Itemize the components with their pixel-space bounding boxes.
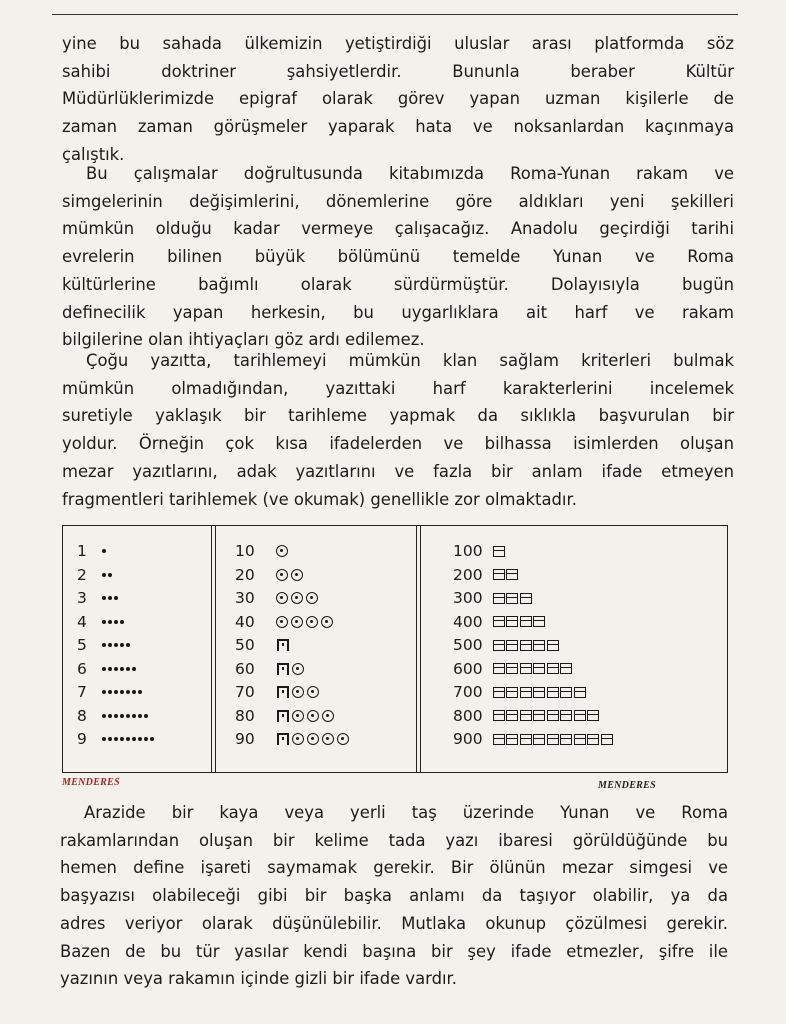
hundreds-row — [453, 611, 545, 633]
hundred-mark — [493, 569, 505, 580]
numeral-label: 30 — [235, 589, 255, 607]
dot-mark — [126, 690, 130, 694]
hundred-mark — [547, 663, 559, 674]
dot-mark — [138, 714, 142, 718]
dot-mark — [138, 690, 142, 694]
dot-mark — [102, 667, 106, 671]
ten-mark — [292, 733, 304, 745]
tens-row — [235, 634, 289, 656]
dot-mark — [132, 714, 136, 718]
dot-mark — [126, 714, 130, 718]
hundred-mark — [493, 640, 505, 651]
numeral-label: 70 — [235, 683, 255, 701]
text-line: definecilik yapan herkesin, bu uygarlıklara ait harf ve rakam — [62, 302, 734, 322]
hundreds-row — [453, 634, 559, 656]
numeral-label: 50 — [235, 636, 255, 654]
dot-mark — [126, 643, 130, 647]
ten-mark — [322, 733, 334, 745]
dot-symbol — [101, 620, 125, 624]
hundreds-row — [453, 540, 505, 562]
ten-mark — [292, 663, 304, 675]
tens-symbol — [273, 545, 288, 557]
hundreds-symbol — [491, 710, 599, 721]
numeral-label: 4 — [77, 612, 87, 631]
hundreds-row — [453, 564, 518, 586]
hundred-mark — [506, 734, 518, 745]
hundred-mark — [533, 687, 545, 698]
hundred-mark — [587, 710, 599, 721]
hundred-mark — [574, 687, 586, 698]
dot-mark — [102, 643, 106, 647]
dot-mark — [132, 737, 136, 741]
dot-mark — [108, 714, 112, 718]
dot-mark — [108, 620, 112, 624]
numeral-label: 900 — [453, 730, 483, 748]
hundred-mark — [493, 616, 505, 627]
dot-symbol — [101, 549, 107, 553]
tens-row — [235, 658, 304, 680]
hundred-mark — [574, 710, 586, 721]
numeral-label: 40 — [235, 612, 255, 631]
hundred-mark — [574, 734, 586, 745]
column-divider — [420, 526, 421, 772]
hundred-mark — [547, 640, 559, 651]
dot-mark — [102, 596, 106, 600]
unit-row — [77, 681, 143, 703]
unit-row — [77, 705, 149, 727]
dot-mark — [126, 737, 130, 741]
dot-mark — [108, 643, 112, 647]
hundred-mark — [533, 616, 545, 627]
dot-mark — [120, 620, 124, 624]
dot-mark — [108, 737, 112, 741]
dot-mark — [114, 620, 118, 624]
numeral-label: 500 — [453, 636, 483, 654]
dot-mark — [114, 596, 118, 600]
hundred-mark — [533, 710, 545, 721]
dot-symbol — [101, 737, 155, 741]
ten-mark — [292, 686, 304, 698]
text-line: rakamlarından oluşan bir kelime tada yazı ibaresi görüldüğünde bu — [60, 830, 728, 850]
dot-symbol — [101, 714, 149, 718]
tens-symbol — [273, 686, 319, 698]
numeral-label: 300 — [453, 589, 483, 607]
ten-mark — [291, 569, 303, 581]
hundreds-symbol — [491, 593, 532, 604]
hundred-mark — [533, 734, 545, 745]
hundred-mark — [493, 734, 505, 745]
hundred-mark — [506, 663, 518, 674]
text-line: kültürlerine bağımlı olarak sürdürmüştür. Dolayısıyla bugün — [62, 274, 734, 294]
hundreds-row — [453, 587, 532, 609]
hundred-mark — [547, 734, 559, 745]
dot-mark — [108, 667, 112, 671]
fifty-mark — [277, 710, 289, 722]
hundred-mark — [547, 687, 559, 698]
unit-row — [77, 587, 119, 609]
dot-mark — [108, 596, 112, 600]
numeral-label: 6 — [77, 659, 87, 678]
hundred-mark — [493, 687, 505, 698]
dot-symbol — [101, 596, 119, 600]
numeral-label: 80 — [235, 706, 255, 725]
text-line: Arazide bir kaya veya yerli taş üzerinde Yunan ve Roma — [84, 803, 728, 822]
ten-mark — [321, 616, 333, 628]
text-line: mezar yazıtlarını, adak yazıtlarını ve fazla bir anlam ifade etmeyen — [62, 461, 734, 481]
hundred-mark — [506, 640, 518, 651]
hundred-mark — [520, 734, 532, 745]
hundred-mark — [520, 616, 532, 627]
hundreds-symbol — [491, 734, 613, 745]
numeral-label: 2 — [77, 565, 87, 584]
numeral-label: 60 — [235, 659, 255, 678]
ten-mark — [322, 710, 334, 722]
numeral-label: 1 — [77, 542, 87, 560]
text-line: fragmentleri tarihlemek (ve okumak) genellikle zor olmaktadır. — [62, 489, 577, 509]
dot-mark — [102, 690, 106, 694]
numeral-label: 800 — [453, 706, 483, 725]
ten-mark — [337, 733, 349, 745]
caption-left: MENDERES — [62, 777, 120, 788]
hundreds-row — [453, 658, 572, 680]
numeral-label: 3 — [77, 589, 87, 607]
ten-mark — [276, 569, 288, 581]
hundred-mark — [520, 593, 532, 604]
paragraph-1 — [62, 30, 734, 169]
tens-row — [235, 587, 318, 609]
unit-row — [77, 540, 107, 562]
hundreds-symbol — [491, 569, 518, 580]
dot-symbol — [101, 643, 131, 647]
dot-mark — [120, 690, 124, 694]
dot-mark — [120, 667, 124, 671]
tens-row — [235, 705, 334, 727]
ten-mark — [291, 616, 303, 628]
hundred-mark — [520, 710, 532, 721]
text-line: hemen define işareti saymamak gerekir. Bir ölünün mezar simgesi ve — [60, 858, 728, 878]
ten-mark — [306, 592, 318, 604]
dot-symbol — [101, 690, 143, 694]
hundred-mark — [560, 734, 572, 745]
dot-mark — [114, 667, 118, 671]
hundred-mark — [506, 687, 518, 698]
ten-mark — [307, 733, 319, 745]
dot-mark — [120, 737, 124, 741]
numeral-label: 100 — [453, 542, 483, 560]
text-line: başyazısı olabileceği gibi bir başka anlamı da taşıyor olabilir, ya da — [60, 886, 728, 906]
dot-mark — [114, 737, 118, 741]
hundred-mark — [587, 734, 599, 745]
hundreds-symbol — [491, 687, 586, 698]
ten-mark — [306, 616, 318, 628]
text-line: yine bu sahada ülkemizin yetiştirdiği uluslar arası platformda söz — [62, 34, 734, 53]
dot-mark — [102, 573, 106, 577]
paragraph-3 — [62, 347, 734, 513]
dot-mark — [120, 714, 124, 718]
top-rule — [52, 14, 738, 15]
text-line: mümkün olmadığından, yazıttaki harf karakterlerini incelemek — [62, 378, 734, 398]
hundred-mark — [520, 663, 532, 674]
text-line: sahibi doktriner şahsiyetlerdir. Bununla beraber Kültür — [62, 61, 734, 81]
text-line: evrelerin bilinen büyük bölümünü temelde Yunan ve Roma — [62, 247, 734, 267]
dot-mark — [102, 737, 106, 741]
dot-symbol — [101, 573, 113, 577]
tens-symbol — [273, 592, 318, 604]
hundreds-row — [453, 705, 599, 727]
hundred-mark — [560, 687, 572, 698]
hundreds-symbol — [491, 663, 572, 674]
dot-mark — [108, 690, 112, 694]
ten-mark — [307, 686, 319, 698]
dot-mark — [114, 643, 118, 647]
text-line: çalıştık. — [62, 144, 125, 164]
text-line: mümkün olduğu kadar vermeye çalışacağız. Anadolu geçirdiği tarihi — [62, 219, 734, 239]
dot-mark — [132, 667, 136, 671]
hundred-mark — [560, 663, 572, 674]
numeral-label: 600 — [453, 659, 483, 678]
fifty-mark — [277, 639, 289, 651]
numeral-label: 10 — [235, 542, 255, 560]
text-line: Çoğu yazıtta, tarihlemeyi mümkün klan sağlam kriterleri bulmak — [86, 351, 734, 370]
hundreds-symbol — [491, 616, 545, 627]
dot-mark — [102, 620, 106, 624]
ten-mark — [307, 710, 319, 722]
numeral-label: 9 — [77, 730, 87, 748]
unit-row — [77, 728, 155, 750]
dot-mark — [102, 714, 106, 718]
column-divider — [211, 526, 212, 772]
hundred-mark — [493, 546, 505, 557]
paragraph-4 — [60, 799, 728, 993]
hundred-mark — [506, 710, 518, 721]
hundreds-symbol — [491, 640, 559, 651]
fifty-mark — [277, 663, 289, 675]
unit-row — [77, 611, 125, 633]
hundred-mark — [547, 710, 559, 721]
paragraph-2 — [62, 160, 734, 354]
dot-mark — [102, 549, 106, 553]
hundred-mark — [533, 640, 545, 651]
hundred-mark — [560, 710, 572, 721]
ten-mark — [276, 592, 288, 604]
numeral-label: 200 — [453, 565, 483, 584]
text-line: adres veriyor olarak düşünülebilir. Mutlaka okunup çözülmesi gerekir. — [60, 913, 728, 933]
hundred-mark — [493, 663, 505, 674]
numeral-label: 7 — [77, 683, 87, 701]
tens-symbol — [273, 639, 289, 651]
numeral-table — [62, 525, 728, 773]
hundreds-symbol — [491, 546, 505, 557]
unit-row — [77, 658, 137, 680]
fifty-mark — [277, 686, 289, 698]
text-line: yazının veya rakamın içinde gizli bir ifade vardır. — [60, 969, 457, 989]
column-divider — [215, 526, 216, 772]
tens-row — [235, 540, 288, 562]
hundreds-row — [453, 681, 586, 703]
dot-mark — [138, 737, 142, 741]
numeral-label: 700 — [453, 683, 483, 701]
hundred-mark — [493, 593, 505, 604]
column-divider — [416, 526, 417, 772]
hundred-mark — [520, 640, 532, 651]
text-line: zaman zaman görüşmeler yaparak hata ve noksanlardan kaçınmaya — [62, 117, 734, 137]
numeral-label: 20 — [235, 565, 255, 584]
numeral-label: 400 — [453, 612, 483, 631]
dot-mark — [114, 714, 118, 718]
hundred-mark — [533, 663, 545, 674]
tens-symbol — [273, 733, 349, 745]
text-line: yoldur. Örneğin çok kısa ifadelerden ve bilhassa isimlerden oluşan — [62, 434, 734, 454]
tens-row — [235, 681, 319, 703]
text-line: simgelerinin değişimlerini, dönemlerine göre aldıkları yeni şekilleri — [62, 191, 734, 211]
text-line: Bu çalışmalar doğrultusunda kitabımızda Roma-Yunan rakam ve — [86, 164, 734, 183]
fifty-mark — [277, 733, 289, 745]
dot-mark — [120, 643, 124, 647]
numeral-label: 5 — [77, 636, 87, 654]
tens-symbol — [273, 663, 304, 675]
ten-mark — [292, 710, 304, 722]
text-line: Müdürlüklerimizde epigraf olarak görev yapan uzman kişilerle de — [62, 89, 734, 109]
hundred-mark — [601, 734, 613, 745]
tens-symbol — [273, 710, 334, 722]
numeral-label: 90 — [235, 730, 255, 748]
hundreds-row — [453, 728, 613, 750]
caption-right: MENDERES — [598, 780, 656, 791]
dot-mark — [132, 690, 136, 694]
dot-mark — [144, 737, 148, 741]
dot-mark — [144, 714, 148, 718]
unit-row — [77, 634, 131, 656]
tens-row — [235, 728, 349, 750]
dot-mark — [150, 737, 154, 741]
hundred-mark — [520, 687, 532, 698]
tens-symbol — [273, 616, 333, 628]
hundred-mark — [506, 616, 518, 627]
ten-mark — [276, 616, 288, 628]
tens-row — [235, 564, 303, 586]
unit-row — [77, 564, 113, 586]
hundred-mark — [493, 710, 505, 721]
dot-mark — [108, 573, 112, 577]
ten-mark — [291, 592, 303, 604]
text-line: suretiyle yaklaşık bir tarihleme yapmak da sıklıkla başvurulan bir — [62, 406, 734, 426]
numeral-label: 8 — [77, 706, 87, 725]
tens-row — [235, 611, 333, 633]
hundred-mark — [506, 569, 518, 580]
hundred-mark — [506, 593, 518, 604]
text-line: bilgilerine olan ihtiyaçları göz ardı edilemez. — [62, 330, 425, 350]
ten-mark — [276, 545, 288, 557]
dot-mark — [126, 667, 130, 671]
dot-symbol — [101, 667, 137, 671]
text-line: Bazen de bu tür yasılar kendi başına bir şey ifade etmezler, şifre ile — [60, 941, 728, 961]
dot-mark — [114, 690, 118, 694]
tens-symbol — [273, 569, 303, 581]
